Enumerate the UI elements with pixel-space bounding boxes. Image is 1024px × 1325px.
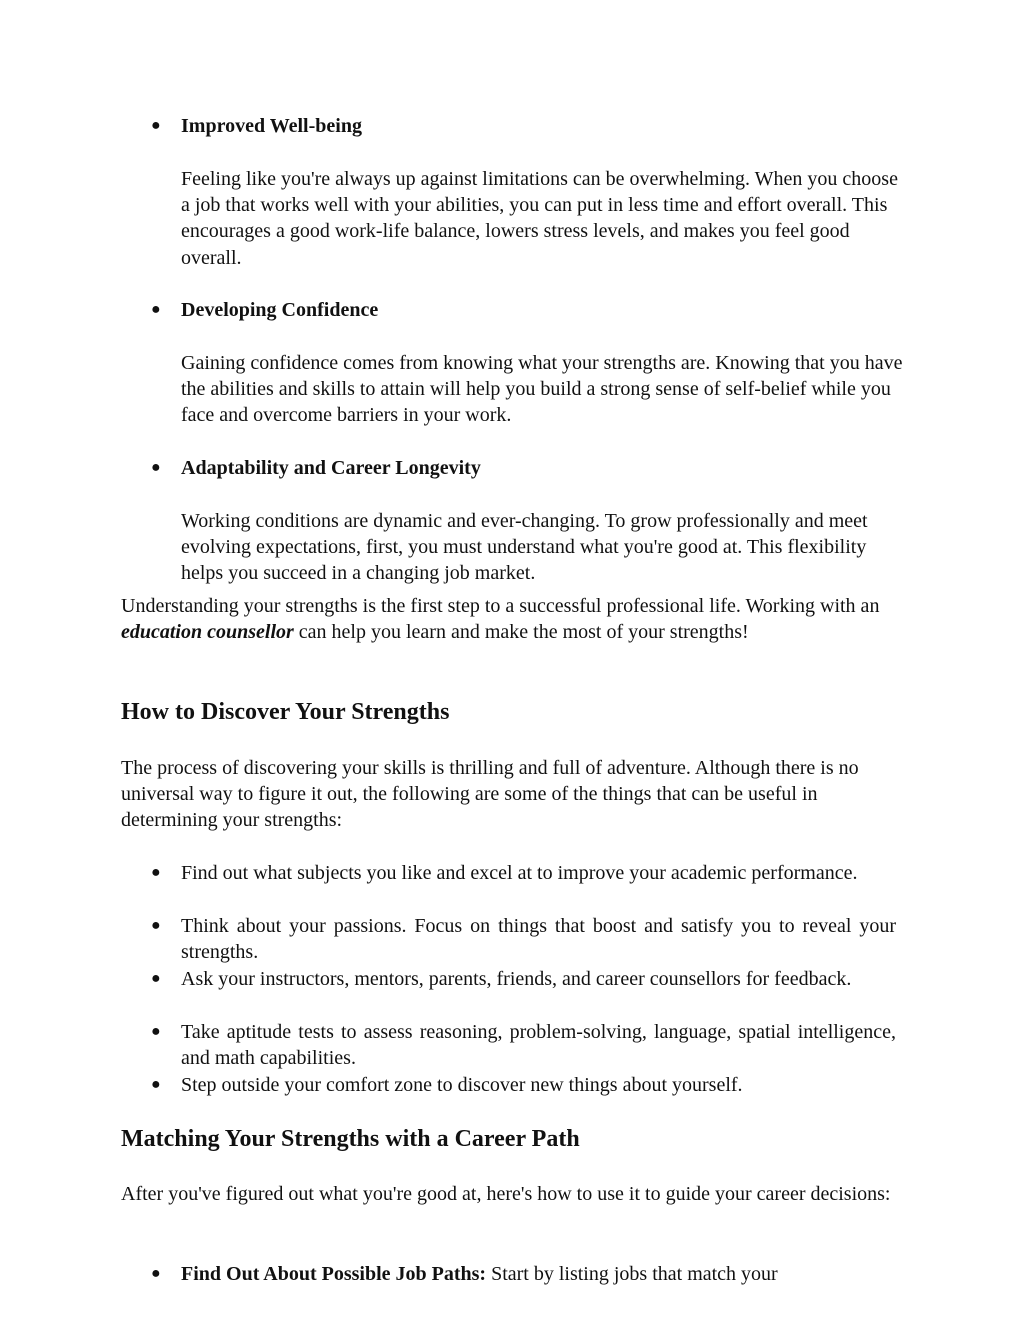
bullet-icon: ● — [151, 459, 161, 476]
tip-text: Find out what subjects you like and excel at to improve your academic performance. — [181, 862, 858, 884]
benefit-title: Improved Well-being — [181, 115, 362, 137]
tip-text: Step outside your comfort zone to discover new things about yourself. — [181, 1074, 743, 1096]
benefit-body: Feeling like you're always up against limitations can be overwhelming. When you choose a job that works well with your abilities, you can put in less time and effort overall. This encourages a good work-life balance, lowers stress levels, and makes you feel good overall. — [181, 168, 898, 269]
bullet-icon: ● — [151, 301, 161, 318]
tip-text: Think about your passions. Focus on things that boost and satisfy you to reveal your strengths. — [181, 915, 896, 964]
discover-intro: The process of discovering your skills is thrilling and full of adventure. Although there is no universal way to figure it out, the following are some of the things that can be useful in determining your strengths: — [121, 757, 859, 832]
summary-paragraph — [121, 593, 901, 645]
benefit-body: Gaining confidence comes from knowing what your strengths are. Knowing that you have the abilities and skills to attain will help you build a strong sense of self-belief while you face and overcome barriers in your work. — [181, 352, 903, 427]
bullet-icon: ● — [151, 1076, 161, 1093]
benefit-title: Developing Confidence — [181, 299, 379, 321]
matching-item-body: Start by listing jobs that match your — [486, 1263, 778, 1285]
bullet-icon: ● — [151, 970, 161, 987]
bullet-icon: ● — [151, 1265, 161, 1282]
benefit-body: Working conditions are dynamic and ever-changing. To grow professionally and meet evolving expectations, first, you must understand what you're good at. This flexibility helps you succeed in a changing job market. — [181, 510, 868, 585]
bullet-icon: ● — [151, 917, 161, 934]
bullet-icon: ● — [151, 1023, 161, 1040]
matching-item-text — [181, 1261, 896, 1287]
section-heading-matching: Matching Your Strengths with a Career Path — [121, 1126, 580, 1152]
section-heading-discover: How to Discover Your Strengths — [121, 699, 450, 725]
matching-item-title: Find Out About Possible Job Paths: — [181, 1263, 487, 1285]
education-counsellor-emphasis: education counsellor — [121, 621, 294, 644]
summary-text-end: can help you learn and make the most of your strengths! — [293, 621, 749, 644]
bullet-icon: ● — [151, 864, 161, 881]
tip-text: Take aptitude tests to assess reasoning, problem-solving, language, spatial intelligence, and math capabilities. — [181, 1021, 896, 1070]
summary-text: Understanding your strengths is the first step to a successful professional life. Working with an — [121, 595, 880, 617]
bullet-icon: ● — [151, 117, 161, 134]
matching-intro: After you've figured out what you're good at, here's how to use it to guide your career decisions: — [121, 1183, 891, 1205]
benefit-title: Adaptability and Career Longevity — [181, 457, 481, 479]
document-page — [121, 0, 911, 1325]
tip-text: Ask your instructors, mentors, parents, friends, and career counsellors for feedback. — [181, 968, 852, 990]
